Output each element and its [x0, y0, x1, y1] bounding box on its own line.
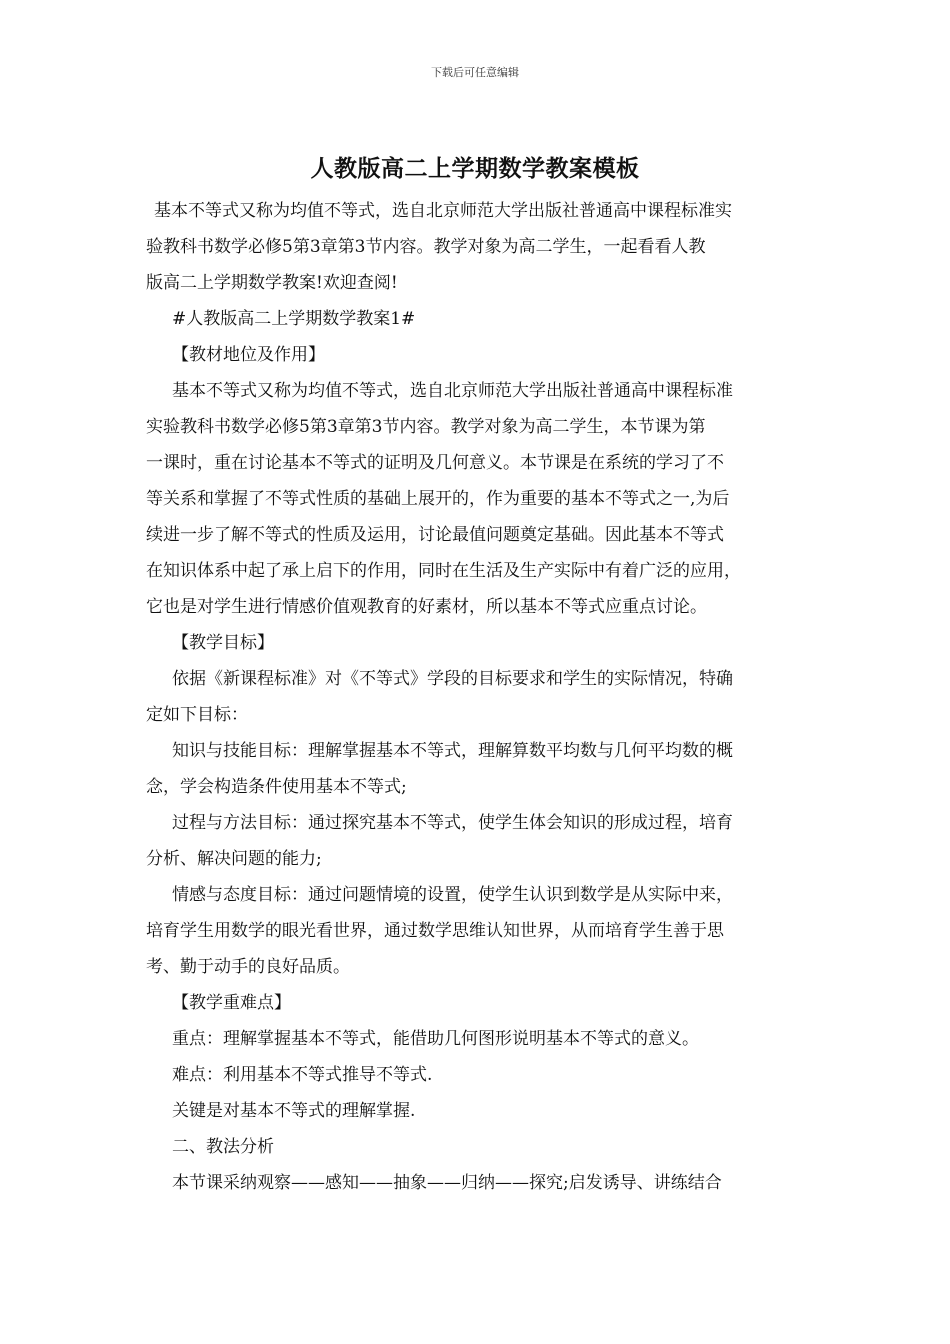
body-line: 它也是对学生进行情感价值观教育的好素材，所以基本不等式应重点讨论。	[146, 597, 707, 617]
section-heading: 二、教法分析	[172, 1137, 274, 1157]
body-line: 续进一步了解不等式的性质及运用，讨论最值问题奠定基础。因此基本不等式	[146, 525, 724, 545]
body-line: 考、勤于动手的良好品质。	[146, 957, 350, 977]
body-line: 念，学会构造条件使用基本不等式;	[146, 777, 407, 797]
body-line: 定如下目标：	[146, 705, 248, 725]
body-line: 验教科书数学必修5第3章第3节内容。教学对象为高二学生，一起看看人教	[146, 237, 706, 257]
section-heading: 【教学重难点】	[172, 993, 291, 1013]
body-line: 分析、解决问题的能力;	[146, 849, 322, 869]
body-line: 版高二上学期数学教案!欢迎查阅!	[146, 273, 398, 293]
page-header: 下载后可任意编辑	[431, 66, 519, 79]
body-line: 依据《新课程标准》对《不等式》学段的目标要求和学生的实际情况，特确	[172, 669, 733, 689]
body-line: 基本不等式又称为均值不等式，选自北京师范大学出版社普通高中课程标准实	[154, 201, 732, 221]
body-line: 知识与技能目标：理解掌握基本不等式，理解算数平均数与几何平均数的概	[172, 741, 733, 761]
body-line: 过程与方法目标：通过探究基本不等式，使学生体会知识的形成过程，培育	[172, 813, 733, 833]
body-line: 等关系和掌握了不等式性质的基础上展开的，作为重要的基本不等式之一,为后	[146, 489, 730, 509]
body-line: 难点：利用基本不等式推导不等式.	[172, 1065, 433, 1085]
document-title: 人教版高二上学期数学教案模板	[310, 156, 640, 182]
body-line: 本节课采纳观察——感知——抽象——归纳——探究;启发诱导、讲练结合	[172, 1173, 722, 1193]
section-heading: #人教版高二上学期数学教案1#	[172, 309, 416, 329]
section-heading: 【教材地位及作用】	[172, 345, 325, 365]
body-line: 在知识体系中起了承上启下的作用，同时在生活及生产实际中有着广泛的应用，	[146, 561, 741, 581]
section-heading: 【教学目标】	[172, 633, 274, 653]
body-line: 基本不等式又称为均值不等式，选自北京师范大学出版社普通高中课程标准	[172, 381, 733, 401]
body-line: 培育学生用数学的眼光看世界，通过数学思维认知世界，从而培育学生善于思	[146, 921, 724, 941]
body-line: 关键是对基本不等式的理解掌握.	[172, 1101, 416, 1121]
document-body	[146, 193, 806, 1201]
body-line: 重点：理解掌握基本不等式，能借助几何图形说明基本不等式的意义。	[172, 1029, 699, 1049]
body-line: 实验教科书数学必修5第3章第3节内容。教学对象为高二学生，本节课为第	[146, 417, 706, 437]
body-line: 一课时，重在讨论基本不等式的证明及几何意义。本节课是在系统的学习了不	[146, 453, 724, 473]
body-line: 情感与态度目标：通过问题情境的设置，使学生认识到数学是从实际中来，	[172, 885, 733, 905]
